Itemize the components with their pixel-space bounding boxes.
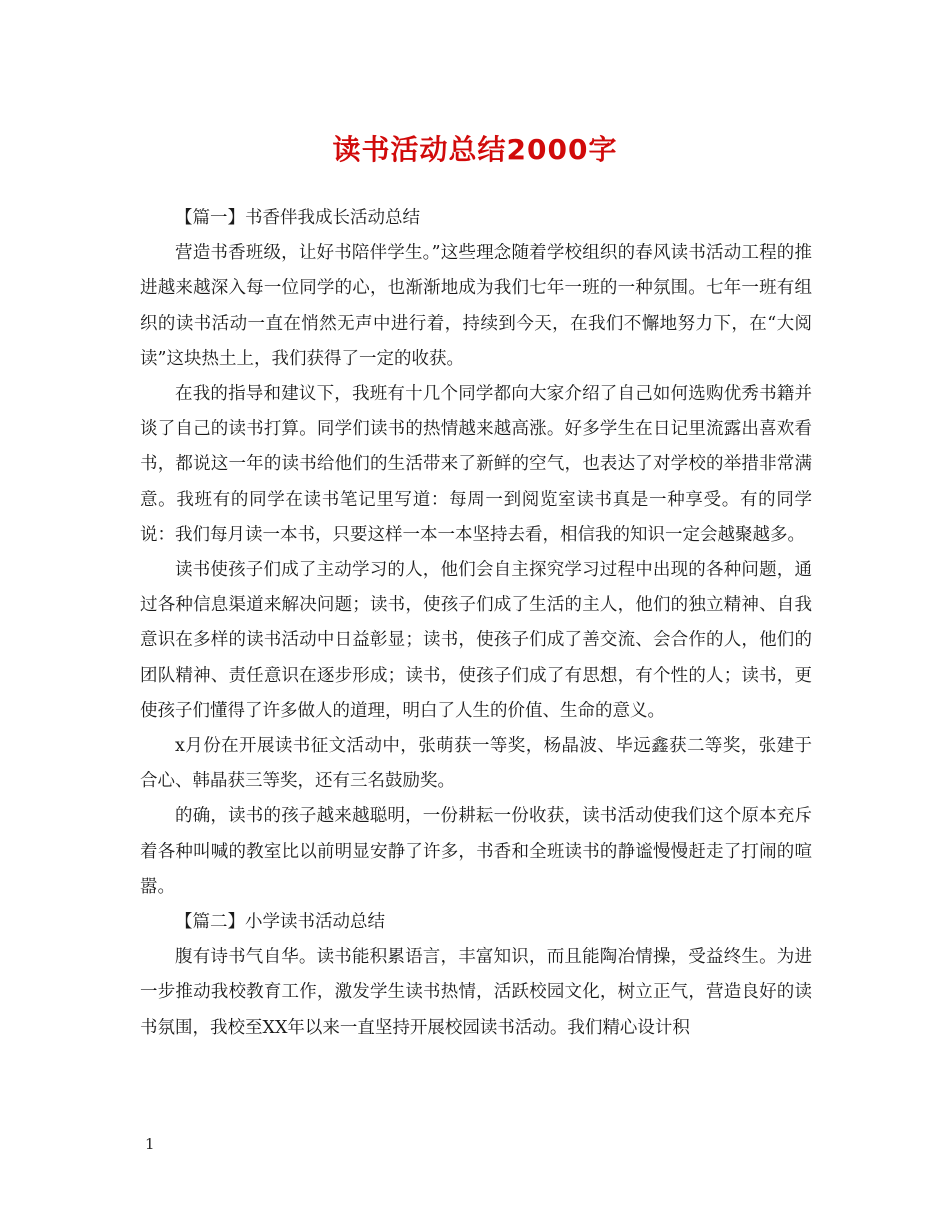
body-paragraph: 腹有诗书气自华。读书能积累语言，丰富知识，而且能陶冶情操，受益终生。为进一步推动我校教育工作，激发学生读书热情，活跃校园文化，树立正气，营造良好的读书氛围，我校至XX年以来一直坚持开展校园读书活动。我们精心设计积: [140, 947, 812, 1038]
section-heading-2: 【篇二】小学读书活动总结: [175, 912, 385, 933]
body-paragraph: 读书使孩子们成了主动学习的人，他们会自主探究学习过程中出现的各种问题，通过各种信息渠道来解决问题；读书，使孩子们成了生活的主人，他们的独立精神、自我意识在多样的读书活动中日益彰显；读书，使孩子们成了善交流、会合作的人，他们的团队精神、责任意识在逐步形成；读书，使孩子们成了有思想，有个性的人；读书，更使孩子们懂得了许多做人的道理，明白了人生的价值、生命的意义。: [140, 560, 812, 721]
body-paragraph: 在我的指导和建议下，我班有十几个同学都向大家介绍了自己如何选购优秀书籍并谈了自己的读书打算。同学们读书的热情越来越高涨。好多学生在日记里流露出喜欢看书，都说这一年的读书给他们的生活带来了新鲜的空气，也表达了对学校的举措非常满意。我班有的同学在读书笔记里写道：每周一到阅览室读书真是一种享受。有的同学说：我们每月读一本书，只要这样一本一本坚持去看，相信我的知识一定会越聚越多。: [140, 384, 812, 545]
document-body: [140, 201, 812, 1046]
section-heading-1: 【篇一】书香伴我成长活动总结: [175, 208, 420, 228]
page-number: 1: [145, 1135, 155, 1153]
body-paragraph: x月份在开展读书征文活动中，张萌获一等奖，杨晶波、毕远鑫获二等奖，张建于合心、韩晶获三等奖，还有三名鼓励奖。: [140, 736, 812, 792]
body-paragraph: 的确，读书的孩子越来越聪明，一份耕耘一份收获，读书活动使我们这个原本充斥着各种叫喊的教室比以前明显安静了许多，书香和全班读书的静谧慢慢赶走了打闹的喧嚣。: [140, 806, 812, 897]
body-paragraph: 营造书香班级，让好书陪伴学生。”这些理念随着学校组织的春风读书活动工程的推进越来越深入每一位同学的心，也渐渐地成为我们七年一班的一种氛围。七年一班有组织的读书活动一直在悄然无声中进行着，持续到今天，在我们不懈地努力下，在“大阅读”这块热土上，我们获得了一定的收获。: [140, 243, 812, 369]
document-title: 读书活动总结2000字: [332, 133, 618, 166]
